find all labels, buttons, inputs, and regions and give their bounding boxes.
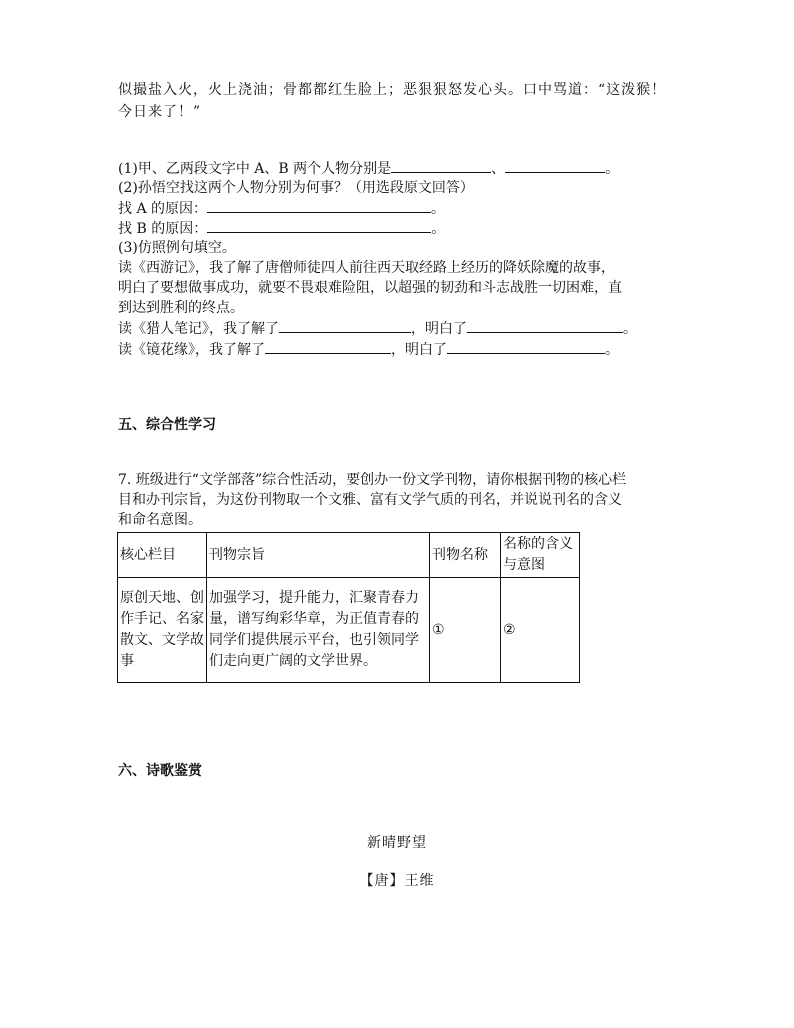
example-line-3: 到达到胜利的终点。	[118, 300, 244, 316]
fill-line-2-text-b: ，明白了	[391, 342, 447, 358]
question-1	[118, 158, 619, 179]
fill-line-1	[118, 318, 637, 339]
table-row	[118, 578, 580, 683]
cell-meaning-answer[interactable]: ②	[501, 578, 580, 683]
header-journal-name: 刊物名称	[430, 533, 501, 578]
answer-blank-1b[interactable]	[505, 158, 605, 173]
passage-line-1: 似撮盐入火，火上浇油；骨都都红生脸上；恶狠狠怒发心头。口中骂道：“这泼猴！	[118, 82, 667, 98]
fill-line-2-end: 。	[605, 342, 619, 358]
answer-blank-3d[interactable]	[447, 339, 605, 354]
table-header-row	[118, 533, 580, 578]
header-purpose: 刊物宗旨	[207, 533, 430, 578]
question-2b-text: 找 B 的原因：	[118, 221, 208, 237]
fill-line-2-text-a: 读《镜花缘》，我了解了	[118, 342, 265, 358]
answer-blank-2b[interactable]	[207, 218, 431, 233]
question-1-separator: 、	[491, 161, 506, 177]
question-2: (2)孙悟空找这两个人物分别为何事？（用选段原文回答）	[118, 180, 474, 196]
header-name-meaning: 名称的含义与意图	[501, 533, 580, 578]
fill-line-2	[118, 339, 619, 360]
question-7-line-1: 7. 班级进行“文学部落”综合性活动，要创办一份文学刊物，请你根据刊物的核心栏	[118, 472, 627, 488]
question-2a	[118, 198, 445, 219]
fill-line-1-end: 。	[623, 321, 637, 337]
question-7-line-2: 目和办刊宗旨，为这份刊物取一个文雅、富有文学气质的刊名，并说说刊名的含义	[118, 492, 622, 508]
fill-line-1-text-a: 读《猎人笔记》，我了解了	[118, 321, 279, 337]
section-5-heading: 五、综合性学习	[118, 417, 216, 433]
section-6-heading: 六、诗歌鉴赏	[118, 763, 202, 779]
question-7-line-3: 和命名意图。	[118, 512, 202, 528]
journal-table	[117, 532, 580, 683]
cell-purpose: 加强学习，提升能力，汇聚青春力量，谱写绚彩华章，为正值青春的同学们提供展示平台，也引领同学们走向更广阔的文学世界。	[207, 578, 430, 683]
cell-core-columns: 原创天地、创作手记、名家散文、文学故事	[118, 578, 207, 683]
question-2b-end: 。	[431, 221, 446, 237]
poem-title: 新晴野望	[367, 835, 427, 851]
answer-blank-1a[interactable]	[391, 158, 491, 173]
question-2a-text: 找 A 的原因：	[118, 201, 208, 217]
question-2b	[118, 218, 445, 239]
example-line-1: 读《西游记》，我了解了唐僧师徒四人前往西天取经路上经历的降妖除魔的故事，	[118, 260, 615, 276]
example-line-2: 明白了要想做事成功，就要不畏艰难险阻，以超强的韧劲和斗志战胜一切困难，直	[118, 280, 622, 296]
answer-blank-3c[interactable]	[265, 339, 391, 354]
header-core-column: 核心栏目	[118, 533, 207, 578]
question-1-text: (1)甲、乙两段文字中 A、B 两个人物分别是	[118, 161, 392, 177]
answer-blank-2a[interactable]	[207, 198, 431, 213]
fill-line-1-text-b: ，明白了	[411, 321, 467, 337]
question-1-end: 。	[605, 161, 620, 177]
poem-author: 【唐】王维	[359, 873, 435, 889]
passage-line-2: 今日来了！”	[118, 104, 202, 120]
cell-journal-name-answer[interactable]: ①	[430, 578, 501, 683]
answer-blank-3b[interactable]	[467, 318, 623, 333]
question-2a-end: 。	[431, 201, 446, 217]
answer-blank-3a[interactable]	[279, 318, 411, 333]
question-3: (3)仿照例句填空。	[118, 240, 236, 256]
